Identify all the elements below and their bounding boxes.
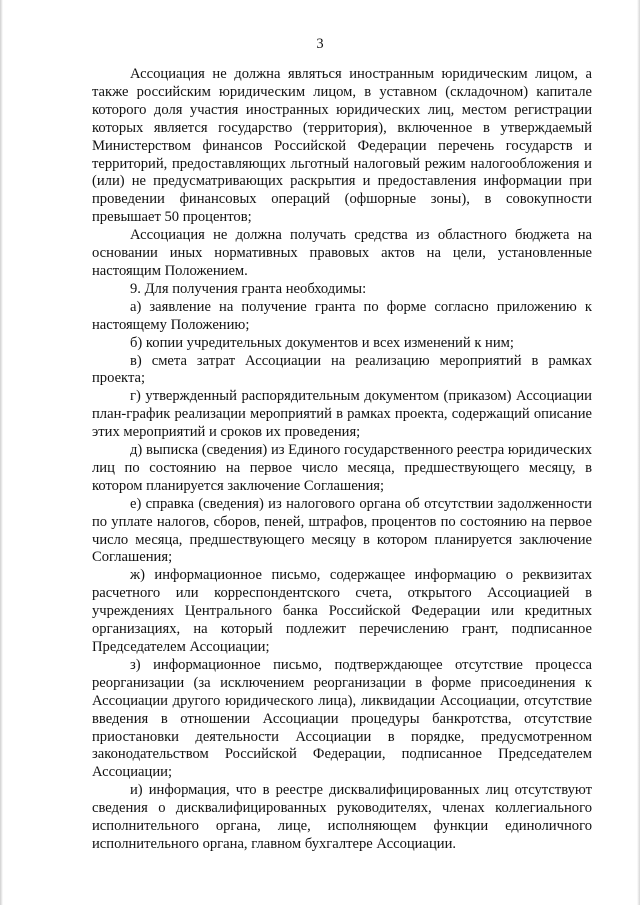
list-item-e-tax-certificate: е) справка (сведения) из налогового органа об отсутствии задолженности по уплате налогов, сборов, пеней, штрафов, процентов по состоянию на первое число месяца, предшествующего месяцу в котором планируется заключение Соглашения; [92, 495, 592, 566]
list-item-v-cost-estimate: в) смета затрат Ассоциации на реализацию мероприятий в рамках проекта; [92, 352, 592, 387]
paragraph-no-other-funds: Ассоциация не должна получать средства из областного бюджета на основании иных нормативных правовых актов на цели, установленные настоящим Положением. [92, 227, 592, 279]
list-item-b-founding-docs: б) копии учредительных документов и всех изменений к ним; [130, 334, 514, 351]
list-item-g-schedule: г) утвержденный распорядительным документом (приказом) Ассоциации план-график реализации мероприятий в рамках проекта, содержащий описание этих мероприятий и сроков их проведения; [92, 388, 592, 441]
list-item-zh-bank-details-letter: ж) информационное письмо, содержащее информацию о реквизитах расчетного или корреспондентского счета, открытого Ассоциацией в учреждениях Центрального банка Российской Федерации или кредитных организациях, на который подлежит перечислению грант, подписанное Председателем Ассоциации; [92, 567, 592, 655]
list-item-z-no-reorganization-letter: з) информационное письмо, подтверждающее отсутствие процесса реорганизации (за исключением реорганизации в форме присоединения к Ассоциации другого юридического лица), ликвидации Ассоциации, отсутствие введения в отношении Ассоциации процедуры банкротства, отсутствие приостановки деятельности Ассоциации в порядке, предусмотренном законодательством Российской Федерации, подписанное Председателем Ассоциации; [92, 656, 592, 781]
list-item-d-registry-extract: д) выписка (сведения) из Единого государственного реестра юридических лиц по состоянию на первое число месяца, предшествующего месяцу, в котором планируется заключение Соглашения; [92, 442, 592, 494]
paragraph-foreign-entity: Ассоциация не должна являться иностранным юридическим лицом, а также российским юридическим лицом, в уставном (складочном) капитале которого доля участия иностранных юридических лиц, местом регистрации которых является государство (территория), включенное в утверждаемый Министерством финансов Российской Федерации перечень государств и территорий, предоставляющих льготный налоговый режим налогообложения и (или) не предусматривающих раскрытия и предоставления информации при проведении финансовых операций (офшорные зоны), в совокупности превышает 50 процентов; [92, 66, 592, 226]
list-item-a-application: а) заявление на получение гранта по форме согласно приложению к настоящему Положению; [92, 298, 592, 333]
page-number: 3 [316, 36, 324, 52]
paragraph-section-9-heading: 9. Для получения гранта необходимы: [130, 280, 367, 297]
list-item-i-disqualification-info: и) информация, что в реестре дисквалифицированных лиц отсутствуют сведения о дисквалифицированных руководителях, членах коллегиального исполнительного органа, лице, исполняющем функции единоличного исполнительного органа, главном бухгалтере Ассоциации. [92, 782, 592, 852]
document-body [92, 66, 592, 854]
scan-edge-left [0, 0, 3, 905]
